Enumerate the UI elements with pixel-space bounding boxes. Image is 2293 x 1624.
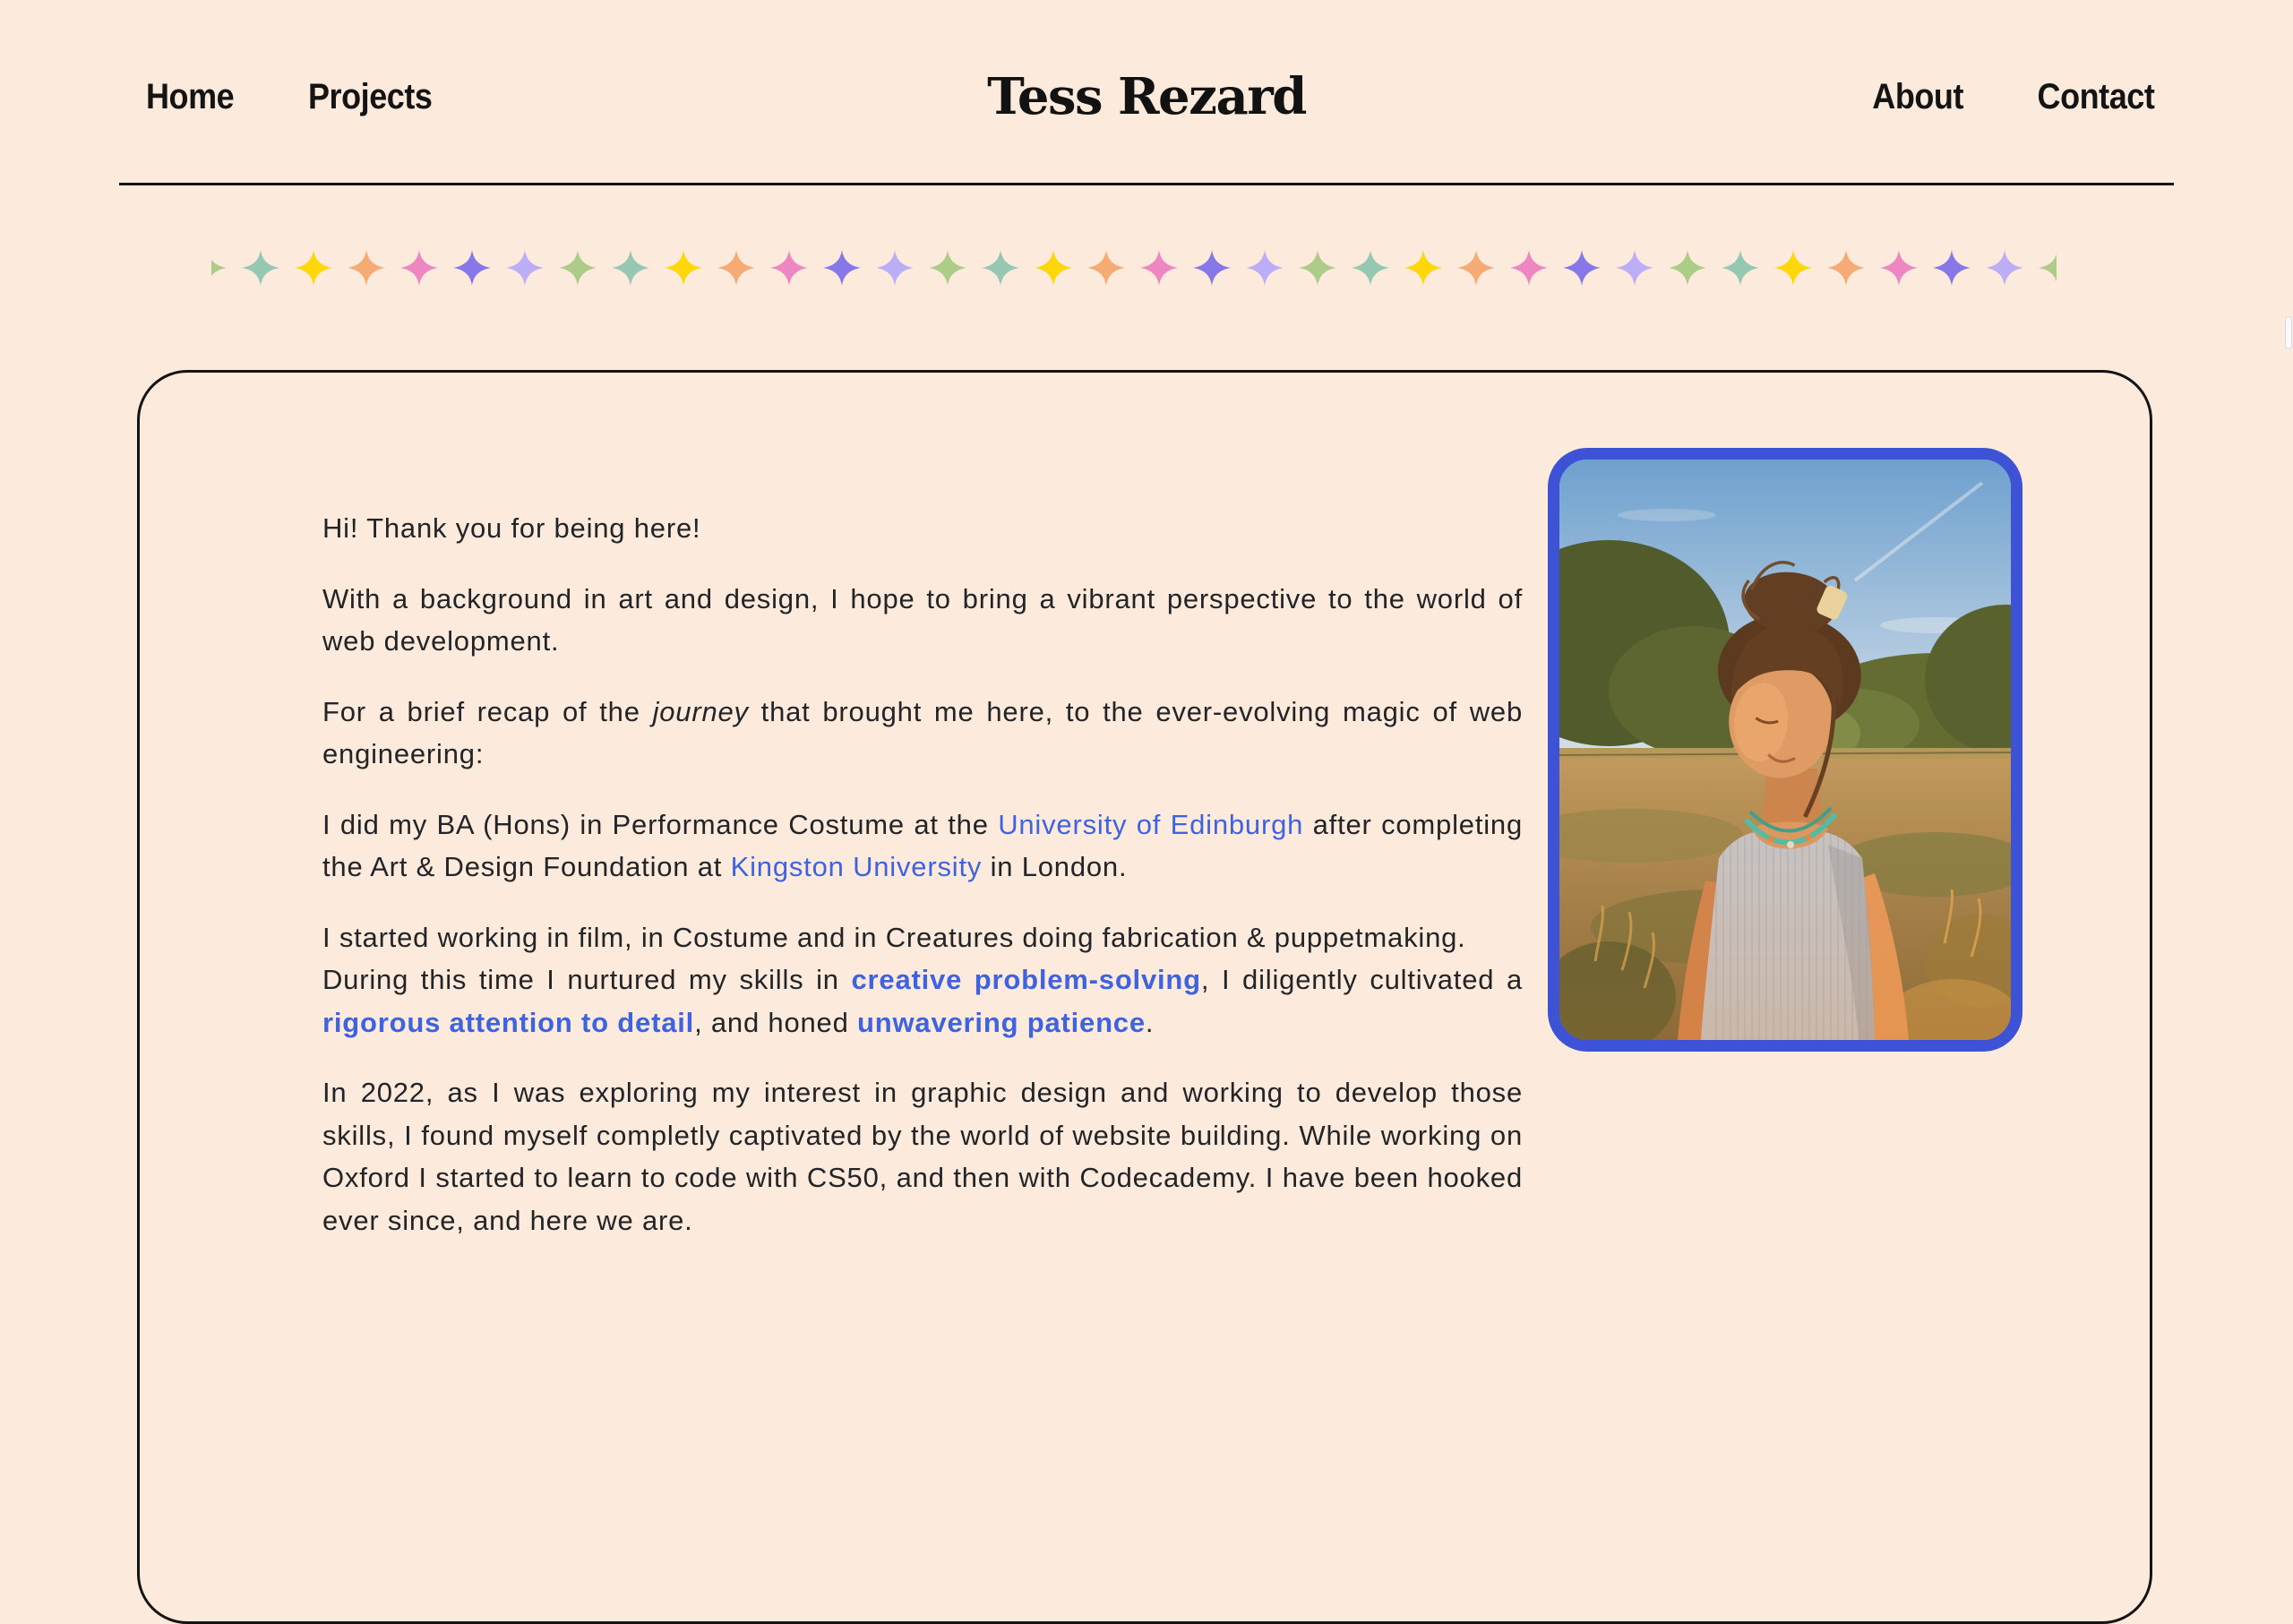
body-text: after completing the Art & Design Foundation at [322,808,1524,882]
sparkle-icon [453,250,491,286]
sparkle-icon [211,250,227,286]
body-text: in London. [982,851,1128,882]
inline-link[interactable]: Kingston University [730,851,983,882]
profile-photo [1548,448,2022,1052]
body-text: that brought me here, to the ever-evolving magic of web engineering: [322,695,1523,769]
sparkle-icon [665,250,702,286]
body-text: , and honed [694,1006,858,1038]
sparkle-icon [1774,250,1812,286]
about-paragraph [322,916,1523,1044]
sparkle-icon [770,250,808,286]
about-card [137,370,2152,1624]
body-text: For a brief recap of the [322,695,653,727]
sparkle-icon [1246,250,1284,286]
sparkle-icon [1827,250,1865,286]
sparkle-icon [1404,250,1442,286]
sparkle-icon [612,250,649,286]
sparkle-icon [1193,250,1231,286]
about-paragraph [322,691,1523,776]
about-text [322,507,1523,1269]
body-text: , I diligently cultivated a [1200,964,1524,995]
nav-link-home[interactable]: Home [146,77,235,116]
body-text: With a background in art and design, I hope to bring a vibrant perspective to the world of web development. [322,582,1523,657]
sparkle-icon [1035,250,1072,286]
sparkle-icon [1986,250,2023,286]
sparkle-icon [1563,250,1601,286]
body-text: I did my BA (Hons) in Performance Costume at the [322,808,999,840]
body-text: In 2022, as I was exploring my interest in graphic design and working to develop those skills, I found myself completly captivated by the world of website building. While working on Oxford I started to learn to code with CS50, and then with Codecademy. I have been hooked ever since, and here we are. [322,1077,1523,1236]
sparkle-icon [1087,250,1125,286]
sparkle-icon [1140,250,1178,286]
sparkle-divider [211,249,2057,287]
skill-highlight: creative problem-solving [851,964,1201,995]
sparkle-icon [1299,250,1336,286]
about-paragraph [322,803,1523,889]
sparkle-icon [1510,250,1548,286]
scrollbar-thumb[interactable] [2285,316,2292,349]
inline-link[interactable]: University of Edinburgh [998,808,1304,840]
sparkle-icon [982,250,1019,286]
sparkle-icon [1933,250,1971,286]
sparkle-icon [2039,250,2057,286]
body-text: I started working in film, in Costume and in Creatures doing fabrication & puppetmaking. [322,921,1466,953]
nav-link-contact[interactable]: Contact [2037,77,2154,116]
about-paragraph [322,507,1523,550]
body-text: . [1145,1006,1155,1038]
sparkle-icon [400,250,438,286]
header-divider [119,183,2174,185]
body-text: During this time I nurtured my skills in [322,964,852,995]
sparkle-row [211,249,2057,287]
sparkle-icon [348,250,385,286]
nav-link-about[interactable]: About [1871,77,1963,116]
sparkle-icon [1616,250,1653,286]
nav-link-projects[interactable]: Projects [308,77,433,116]
sparkle-icon [1669,250,1706,286]
sparkle-icon [559,250,597,286]
sparkle-icon [929,250,966,286]
sparkle-icon [823,250,861,286]
body-text: Hi! Thank you for being here! [322,512,701,544]
sparkle-icon [1457,250,1495,286]
site-title[interactable]: Tess Rezard [987,67,1306,126]
sparkle-icon [717,250,755,286]
sparkle-icon [1880,250,1918,286]
nav-right [1862,77,2154,116]
about-paragraph [322,1071,1523,1242]
sparkle-icon [1722,250,1759,286]
sparkle-icon [1352,250,1389,286]
sparkle-icon [242,250,279,286]
sparkle-icon [506,250,544,286]
about-paragraph [322,578,1523,663]
sparkle-icon [295,250,332,286]
skill-highlight: unwavering patience [857,1006,1146,1038]
site-header [0,0,2293,188]
skill-highlight: rigorous attention to detail [322,1006,695,1038]
sparkle-icon [876,250,914,286]
profile-photo-illustration [1559,460,2011,1040]
italic-text: journey [652,695,749,727]
